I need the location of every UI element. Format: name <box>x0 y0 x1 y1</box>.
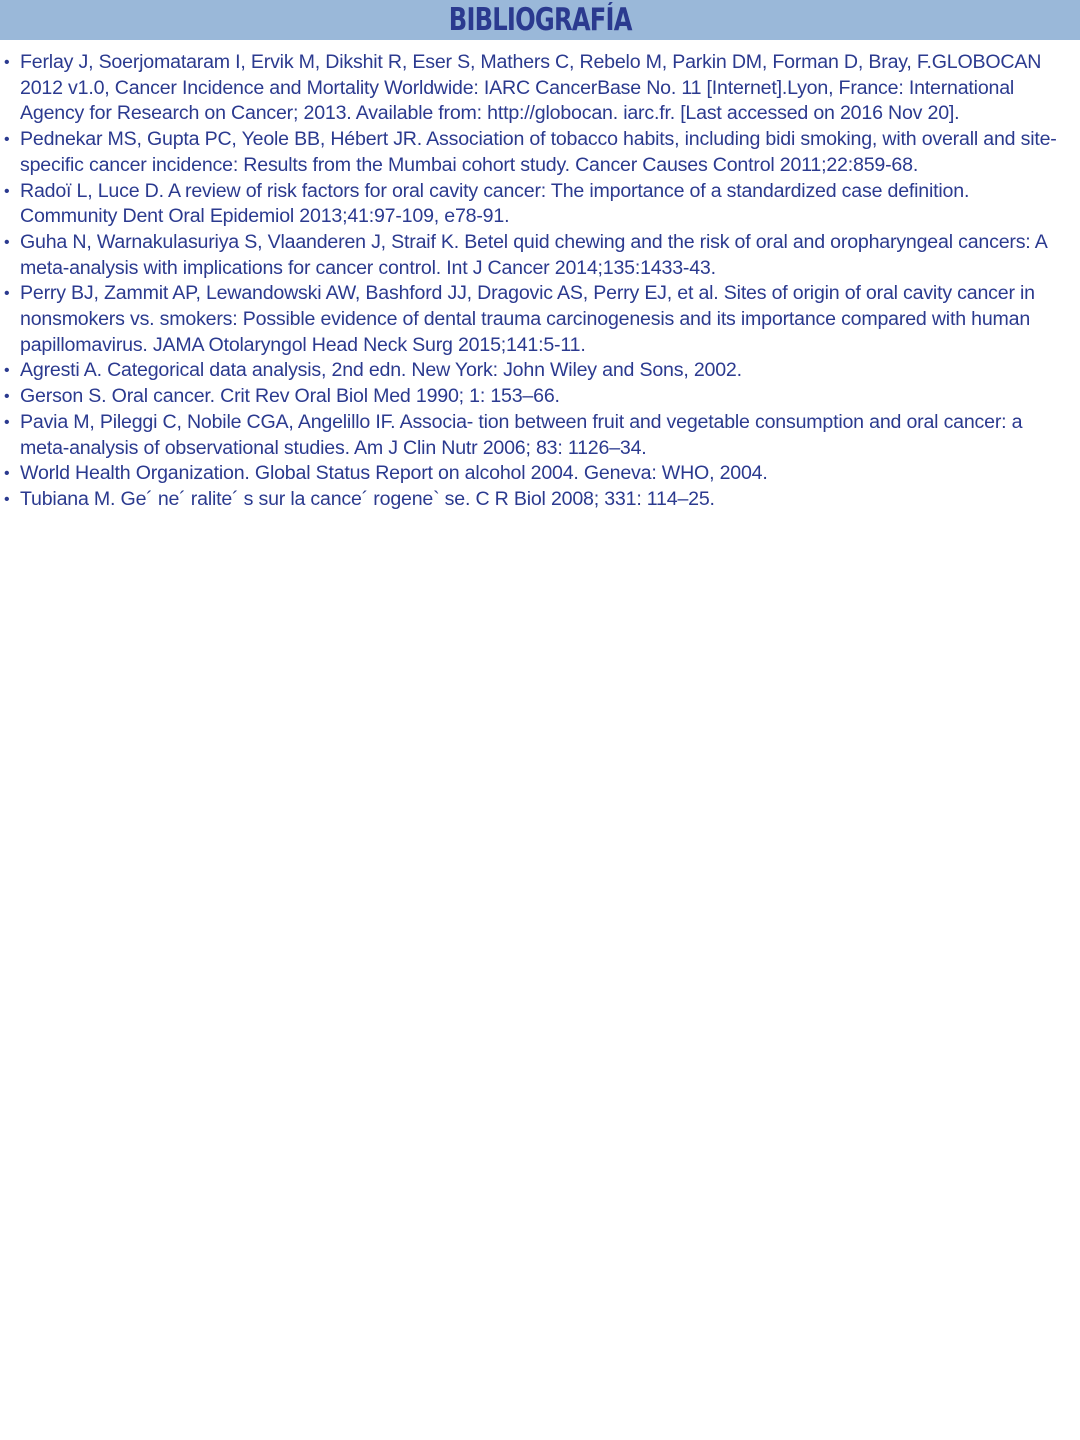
bullet-icon: • <box>4 362 10 380</box>
reference-text: Ferlay J, Soerjomataram I, Ervik M, Dikshit R, Eser S, Mathers C, Rebelo M, Parkin DM, Forman D, Bray, F.GLOBOCAN 2012 v1.0, Cancer Incidence and Mortality Worldwide: IARC CancerBase No. 11 [Internet].Lyon, France: International Agency for Research on Cancer; 2013. Available from: http://globocan. iarc.fr. [Last accessed on 2016 Nov 20]. <box>20 51 1042 125</box>
list-item <box>0 384 1070 410</box>
bullet-icon: • <box>4 233 10 251</box>
reference-text: Perry BJ, Zammit AP, Lewandowski AW, Bashford JJ, Dragovic AS, Perry EJ, et al. Sites of origin of oral cavity cancer in nonsmokers vs. smokers: Possible evidence of dental trauma carcinogenesis and its importance compared with human papillomavirus. JAMA Otolaryngol Head Neck Surg 2015;141:5-11. <box>20 282 1035 356</box>
reference-text: Tubiana M. Ge´ ne´ ralite´ s sur la cance´ rogene` se. C R Biol 2008; 331: 114–25. <box>20 487 715 510</box>
reference-text: Gerson S. Oral cancer. Crit Rev Oral Biol Med 1990; 1: 153–66. <box>20 385 560 408</box>
list-item <box>0 410 1070 461</box>
reference-text: World Health Organization. Global Status Report on alcohol 2004. Geneva: WHO, 2004. <box>20 462 768 485</box>
reference-list <box>0 40 1080 513</box>
bullet-icon: • <box>4 182 10 200</box>
bullet-icon: • <box>4 131 10 149</box>
list-item <box>0 281 1070 358</box>
list-item <box>0 50 1070 127</box>
bullet-icon: • <box>4 413 10 431</box>
bullet-icon: • <box>4 465 10 483</box>
reference-text: Pavia M, Pileggi C, Nobile CGA, Angelillo IF. Associa- tion between fruit and vegetable consumption and oral cancer: a meta-analysis of observational studies. Am J Clin Nutr 2006; 83: 1126–34. <box>20 410 1023 459</box>
list-item <box>0 358 1070 384</box>
reference-text: Agresti A. Categorical data analysis, 2nd edn. New York: John Wiley and Sons, 2002. <box>20 359 742 382</box>
page-title: BIBLIOGRAFÍA <box>448 2 632 38</box>
list-item <box>0 230 1070 281</box>
reference-text: Guha N, Warnakulasuriya S, Vlaanderen J, Straif K. Betel quid chewing and the risk of oral and oropharyngeal cancers: A meta-analysis with implications for cancer control. Int J Cancer 2014;135:1433-43. <box>20 230 1047 279</box>
bullet-icon: • <box>4 54 10 71</box>
bullet-icon: • <box>4 490 10 508</box>
header-bar <box>0 0 1080 40</box>
bullet-icon: • <box>4 285 10 303</box>
list-item <box>0 487 1070 513</box>
reference-text: Pednekar MS, Gupta PC, Yeole BB, Hébert JR. Association of tobacco habits, including bidi smoking, with overall and site-specific cancer incidence: Results from the Mumbai cohort study. Cancer Causes Control 2011;22:859-68. <box>20 128 1057 176</box>
list-item <box>0 127 1070 178</box>
reference-text: Radoï L, Luce D. A review of risk factors for oral cavity cancer: The importance of a standardized case definition. Community Dent Oral Epidemiol 2013;41:97-109, e78-91. <box>20 179 970 228</box>
bullet-icon: • <box>4 388 10 406</box>
list-item <box>0 179 1070 230</box>
list-item <box>0 461 1070 487</box>
